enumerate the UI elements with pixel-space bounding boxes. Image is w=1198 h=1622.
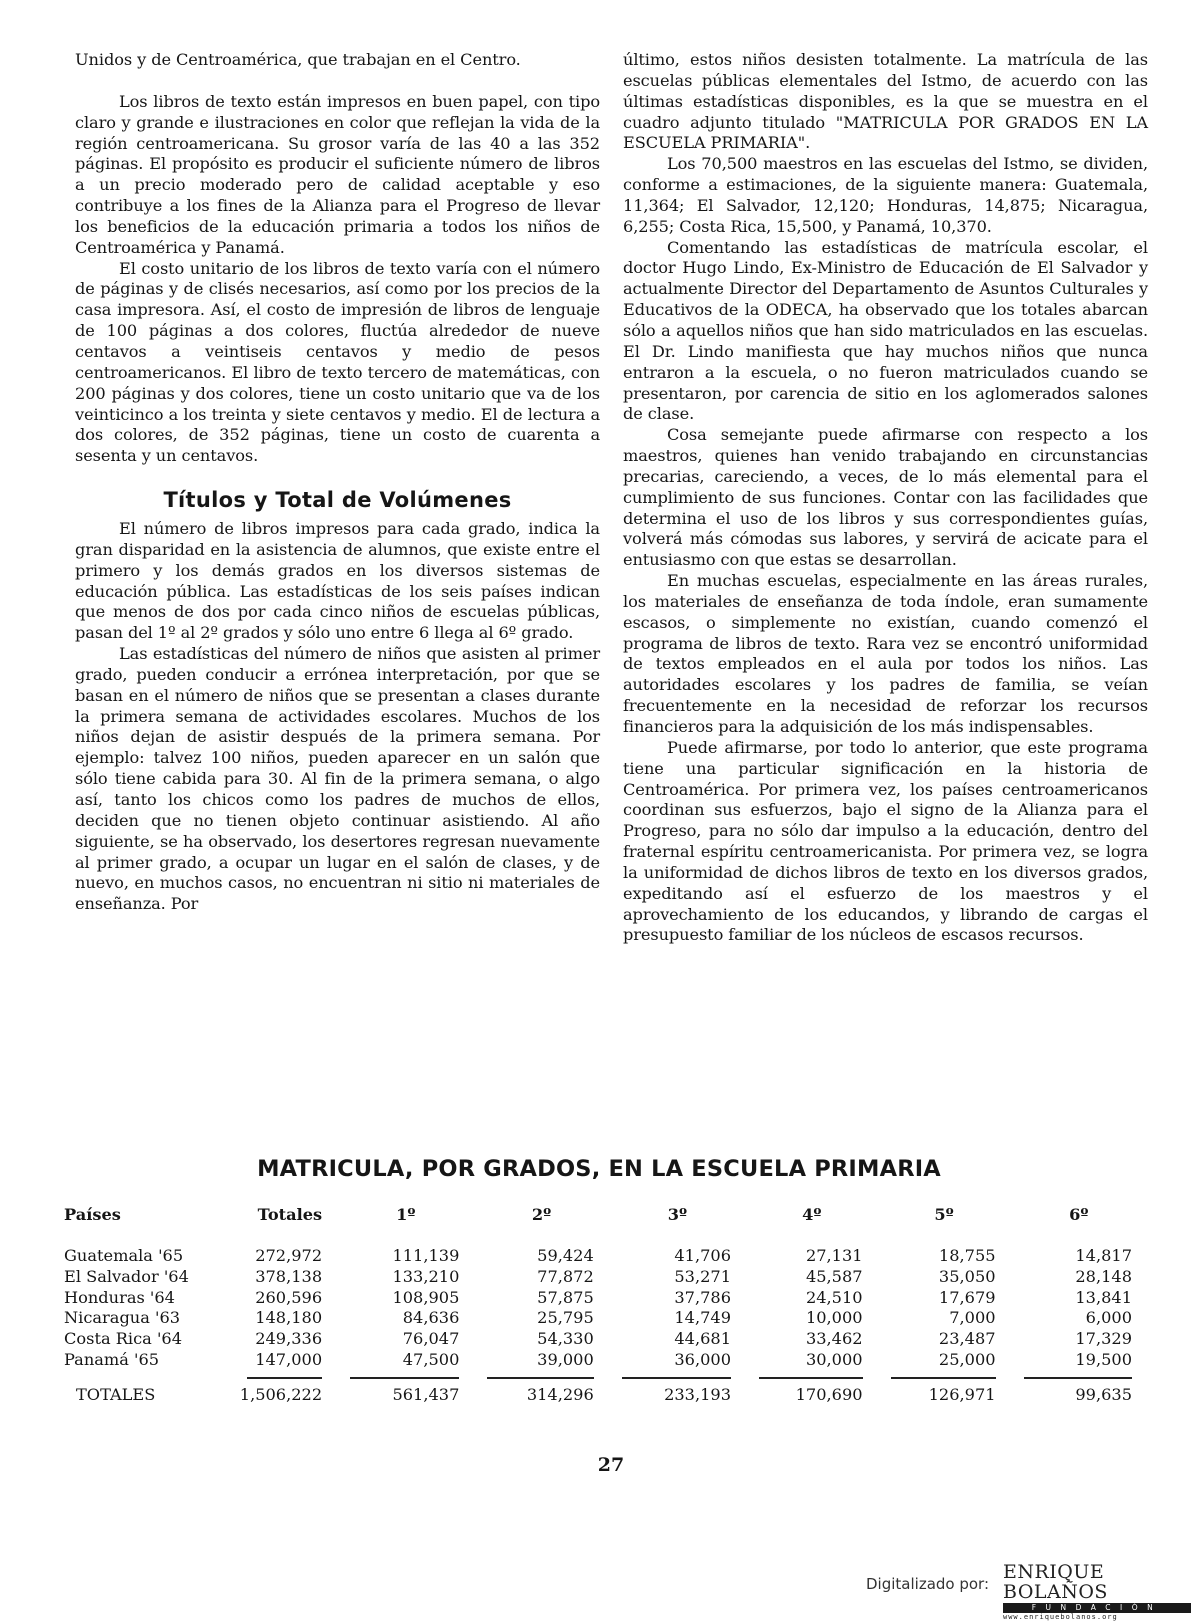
value-cell: 59,424	[537, 1245, 594, 1265]
country-cell: Panamá '65	[64, 1350, 160, 1370]
logo-subtitle: FUNDACIÓN	[1003, 1603, 1191, 1613]
table-row	[64, 1246, 1132, 1267]
paragraph: Las estadísticas del número de niños que asisten al primer grado, pueden conducir a errónea interpretación, por que se basan en el número de niños que se presentan a clases durante la primera semana de actividades escolares. Muchos de los niños dejan de asistir después de la primera semana. Por ejemplo: talvez 100 niños, pueden aparecer en un salón que sólo tiene cabida para 30. Al fin de la primera semana, o algo así, tanto los chicos como los padres de muchos de ellos, deciden que no tienen objeto continuar asistiendo. Al año siguiente, se ha observado, los desertores regresan nuevamente al primer grado, a ocupar un lugar en el salón de clases, y de nuevo, en muchos casos, no encuentran ni sitio ni materiales de enseñanza. Por	[75, 644, 600, 914]
value-cell: 272,972	[255, 1245, 323, 1265]
value-cell: 35,050	[938, 1266, 996, 1286]
paragraph: Los 70,500 maestros en las escuelas del Istmo, se dividen, conforme a estimaciones, de la siguiente manera: Guatemala, 11,364; El Salvador, 12,120; Honduras, 14,875; Nicaragua, 6,255; Costa Rica, 15,500, y Panamá, 10,370.	[623, 154, 1148, 236]
value-cell: 57,875	[537, 1287, 594, 1307]
total-cell: 561,437	[392, 1384, 460, 1404]
value-cell: 53,271	[674, 1266, 732, 1286]
paragraph: En muchas escuelas, especialmente en las áreas rurales, los materiales de enseñanza de toda índole, eran sumamente escasos, o simplemente no existían, cuando comenzó el programa de libros de texto. Rara vez se encontró uniformidad de textos empleados en el aula por todos los niños. Las autoridades escolares y los padres de familia, se veían frecuentemente en la necesidad de reforzar los recursos financieros para la adquisición de los más indispensables.	[623, 571, 1148, 736]
value-cell: 24,510	[805, 1287, 863, 1307]
value-cell: 13,841	[1075, 1287, 1132, 1307]
paragraph: El número de libros impresos para cada grado, indica la gran disparidad en la asistencia de alumnos, que existe entre el primero y los demás grados en los diversos sistemas de educación pública. Las estadísticas de los seis países indican que menos de dos por cada cinco niños de escuelas públicas, pasan del 1º al 2º grados y sólo uno entre 6 llega al 6º grado.	[75, 519, 600, 643]
rule-line	[891, 1377, 996, 1379]
table-row	[64, 1288, 1132, 1309]
total-cell: 126,971	[928, 1384, 996, 1404]
value-cell: 18,755	[938, 1245, 996, 1265]
value-cell: 148,180	[255, 1308, 323, 1328]
enrollment-table	[64, 1205, 1132, 1406]
value-cell: 14,817	[1075, 1245, 1132, 1265]
paragraph: Los libros de texto están impresos en buen papel, con tipo claro y grande e ilustraciones en color que reflejan la vida de la región centroamericana. Su grosor varía de las 40 a las 352 páginas. El propósito es producir el suficiente número de libros a un precio moderado pero de calidad aceptable y eso contribuye a los fines de la Alianza para el Progreso de llevar los beneficios de la educación primaria a todos los niños de Centroamérica y Panamá.	[75, 91, 600, 257]
header-cell: 5º	[934, 1205, 954, 1224]
table-row	[64, 1329, 1132, 1350]
totals-row	[64, 1385, 1132, 1406]
header-cell: 6º	[1069, 1205, 1089, 1224]
rule-line	[350, 1377, 459, 1379]
rule-line	[1024, 1377, 1132, 1379]
value-cell: 27,131	[805, 1245, 863, 1265]
value-cell: 45,587	[805, 1266, 863, 1286]
table-row	[64, 1350, 1132, 1371]
value-cell: 28,148	[1075, 1266, 1132, 1286]
value-cell: 47,500	[402, 1350, 460, 1370]
paragraph: Comentando las estadísticas de matrícula escolar, el doctor Hugo Lindo, Ex-Ministro de Educación de El Salvador y actualmente Director del Departamento de Asuntos Culturales y Educativos de la ODECA, ha observado que los totales abarcan sólo a aquellos niños que han sido matriculados en las escuelas. El Dr. Lindo manifiesta que hay muchos niños que nunca entraron a la escuela, o no fueron matriculados cuando se presentaron, por carencia de sitio en los aglomerados salones de clase.	[623, 237, 1148, 424]
total-cell: 233,193	[664, 1384, 732, 1404]
paragraph: Unidos y de Centroamérica, que trabajan en el Centro.	[75, 50, 521, 69]
rule-line	[759, 1377, 863, 1379]
value-cell: 10,000	[805, 1308, 863, 1328]
value-cell: 108,905	[392, 1287, 460, 1307]
rule-line	[487, 1377, 593, 1379]
header-cell: 3º	[667, 1205, 688, 1224]
value-cell: 6,000	[1085, 1308, 1132, 1328]
country-cell: Costa Rica '64	[64, 1329, 183, 1349]
page-number: 27	[597, 1454, 625, 1476]
value-cell: 84,636	[402, 1308, 460, 1328]
left-column	[75, 50, 600, 915]
value-cell: 77,872	[537, 1266, 594, 1286]
paragraph: último, estos niños desisten totalmente. La matrícula de las escuelas públicas elementales del Istmo, de acuerdo con las últimas estadísticas disponibles, es la que se muestra en el cuadro adjunto titulado "MATRICULA POR GRADOS EN LA ESCUELA PRIMARIA".	[623, 50, 1148, 153]
total-cell: 99,635	[1075, 1384, 1132, 1404]
digitized-by-label: Digitalizado por:	[866, 1575, 990, 1593]
paragraph: Cosa semejante puede afirmarse con respecto a los maestros, quienes han venido trabajando en circunstancias precarias, careciendo, a veces, de lo más elemental para el cumplimiento de sus funciones. Contar con las facilidades que determina el uso de los libros y sus correspondientes guías, volverá más cómodas sus labores, y servirá de acicate para el entusiasmo con que estas se desarrollan.	[623, 425, 1148, 570]
header-cell: 1º	[396, 1205, 416, 1224]
value-cell: 25,000	[938, 1350, 996, 1370]
total-cell: 170,690	[795, 1384, 863, 1404]
value-cell: 111,139	[392, 1245, 460, 1265]
header-cell: 4º	[802, 1205, 822, 1224]
value-cell: 39,000	[537, 1350, 594, 1370]
value-cell: 19,500	[1075, 1350, 1132, 1370]
foundation-logo	[1003, 1562, 1191, 1622]
value-cell: 260,596	[255, 1287, 323, 1307]
value-cell: 41,706	[674, 1245, 732, 1265]
value-cell: 147,000	[255, 1350, 323, 1370]
value-cell: 33,462	[805, 1329, 863, 1349]
table-header-row	[64, 1205, 1132, 1226]
value-cell: 54,330	[537, 1329, 594, 1349]
value-cell: 37,786	[674, 1287, 732, 1307]
value-cell: 76,047	[402, 1329, 460, 1349]
totals-label: TOTALES	[76, 1384, 156, 1404]
value-cell: 25,795	[537, 1308, 594, 1328]
value-cell: 17,329	[1075, 1329, 1132, 1349]
paragraph: Puede afirmarse, por todo lo anterior, que este programa tiene una particular significación en la historia de Centroamérica. Por primera vez, los países centroamericanos coordinan sus esfuerzos, bajo el signo de la Alianza para el Progreso, para no sólo dar impulso a la educación, dentro del fraternal espíritu centroamericanista. Por primera vez, se logra la uniformidad de dichos libros de texto en los diversos grados, expeditando así el esfuerzo de los maestros y el aprovechamiento de los educandos, y librando de cargas el presupuesto familiar de los núcleos de escasos recursos.	[623, 737, 1148, 945]
section-heading: Títulos y Total de Volúmenes	[163, 488, 512, 513]
country-cell: Guatemala '65	[64, 1245, 184, 1265]
header-cell: 2º	[531, 1205, 552, 1224]
value-cell: 44,681	[674, 1329, 732, 1349]
country-cell: El Salvador '64	[64, 1266, 189, 1286]
country-cell: Nicaragua '63	[64, 1308, 181, 1328]
table-spacer	[64, 1226, 1132, 1246]
right-column	[623, 50, 1148, 946]
value-cell: 36,000	[674, 1350, 732, 1370]
value-cell: 14,749	[674, 1308, 732, 1328]
rule-line	[247, 1377, 322, 1379]
total-rule-row	[64, 1371, 1132, 1385]
value-cell: 133,210	[392, 1266, 460, 1286]
value-cell: 249,336	[255, 1329, 323, 1349]
rule-line	[622, 1377, 731, 1379]
value-cell: 7,000	[949, 1308, 996, 1328]
value-cell: 23,487	[938, 1329, 996, 1349]
paragraph: El costo unitario de los libros de texto varía con el número de páginas y de clisés necesarios, así como por los precios de la casa impresora. Así, el costo de impresión de libros de lenguaje de 100 páginas a dos colores, fluctúa alrededor de nueve centavos a veintiseis centavos y medio de pesos centroamericanos. El libro de texto tercero de matemáticas, con 200 páginas y dos colores, tiene un costo unitario que va de los veinticinco a los treinta y siete centavos y medio. El de lectura a dos colores, de 352 páginas, tiene un costo de cuarenta a sesenta y un centavos.	[75, 258, 600, 466]
logo-name: ENRIQUE BOLAÑOS	[1003, 1561, 1108, 1603]
table-row	[64, 1308, 1132, 1329]
logo-url: www.enriquebolanos.org	[1003, 1613, 1118, 1621]
country-cell: Honduras '64	[64, 1287, 175, 1307]
header-cell: Totales	[257, 1205, 323, 1224]
table-row	[64, 1267, 1132, 1288]
table-title: MATRICULA, POR GRADOS, EN LA ESCUELA PRIMARIA	[257, 1156, 941, 1182]
value-cell: 378,138	[255, 1266, 323, 1286]
total-cell: 314,296	[526, 1384, 594, 1404]
total-cell: 1,506,222	[239, 1384, 323, 1404]
header-cell: Países	[64, 1205, 121, 1224]
value-cell: 30,000	[805, 1350, 863, 1370]
value-cell: 17,679	[938, 1287, 996, 1307]
